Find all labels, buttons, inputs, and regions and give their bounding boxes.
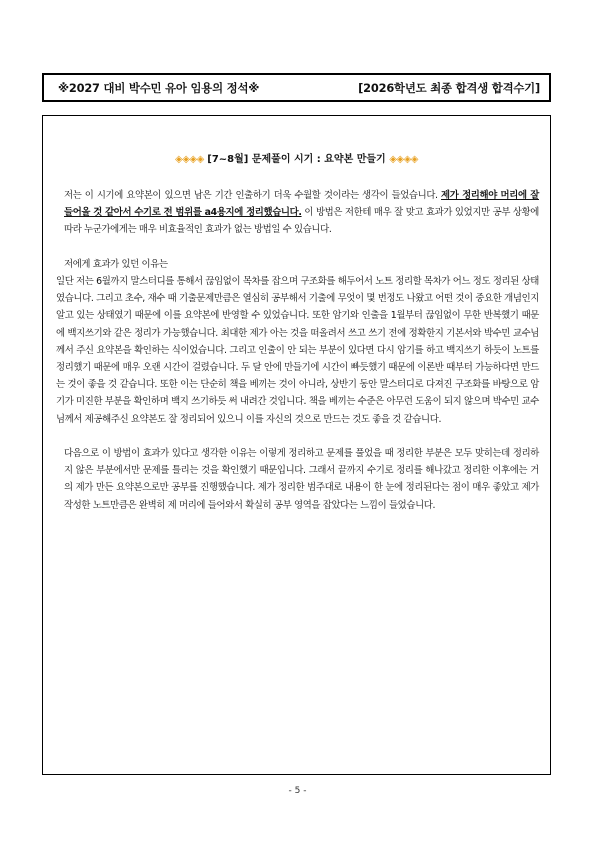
paragraph-2-body: 일단 저는 6월까지 말스터디를 통해서 끊임없이 목차를 잡으며 구조화를 해두어서 노트 정리할 목차가 어느 정도 정리된 상태였습니다. 그리고 초수, 재수 때 기출문제만큼은 열심히 공부해서 기출에 무엇이 몇 번정도 나왔고 어떤 것이 중요한 개념인지 알고 있는 상태였기 때문에 이를 요약본에 반영할 수 있었습니다. 또한 암기와 인출을 1월부터 끊임없이 무한 반복했기 때문에 백지쓰기와 같은 정리가 가능했습니다. 최대한 제가 아는 것을 떠올려서 쓰고 쓰기 전에 정확한지 기본서와 박수민 교수님께서 주신 요약본을 확인하는 식이었습니다. 그리고 인출이 안 되는 부분이 있다면 다시 암기를 하고 백지쓰기 하듯이 노트를 정리했기 때문에 매우 오랜 시간이 걸렸습니다. 두 달 안에 만들기에 시간이 빠듯했기 때문에 이론반 때부터 가능하다면 만드는 것이 좋을 것 같습니다. 또한 이는 단순히 책을 베끼는 것이 아니라, 상반기 동안 말스터디로 다져진 구조화를 바탕으로 암기가 미진한 부분을 확인하며 백지 쓰기하듯 써 내려간 것입니다. 책을 베끼는 수준은 아무런 도움이 되지 않으며 박수민 교수님께서 제공해주신 요약본도 잘 정리되어 있으니 이를 자신의 것으로 만드는 것도 좋을 것 같습니다. xyxy=(56,276,540,425)
paragraph-3: 다음으로 이 방법이 효과가 있다고 생각한 이유는 이렇게 정리하고 문제를 풀었을 때 정리한 부분은 모두 맞히는데 정리하지 않은 부분에서만 문제를 틀리는 것을 확인했기 때문입니다. 그래서 끝까지 수기로 정리를 해나갔고 정리한 이후에는 거의 제가 만든 요약본으로만 공부를 진행했습니다. 제가 정리한 범주대로 내용이 한 눈에 정리된다는 점이 매우 좋았고 제가 작성한 노트만큼은 완벽히 제 머리에 들어와서 확실히 공부 영역을 잡았다는 느낌이 들었습니다. xyxy=(64,448,539,511)
section-title-text: [7~8월] 문제풀이 시기 : 요약본 만들기 xyxy=(203,154,390,165)
paragraph-1-emphasis: 제가 정리해야 머리에 잘 들어올 것 같아서 수기로 전 범위를 a4용지에 정리했습니다. xyxy=(64,190,539,219)
body-text xyxy=(56,187,539,514)
page-number: - 5 - xyxy=(288,786,307,796)
paragraph-1-rest: 이 방법은 저한테 매우 잘 맞고 효과가 있었지만 공부 상황에 따라 누군가에게는 매우 비효율적인 효과가 없는 방법일 수 있습니다. xyxy=(64,207,539,236)
section-title xyxy=(43,150,550,165)
paragraph-1-intro: 저는 이 시기에 요약본이 있으면 남은 기간 인출하기 더욱 수월할 것이라는 생각이 들었습니다. xyxy=(64,190,438,201)
paragraph-2-heading: 저에게 효과가 있던 이유는 xyxy=(64,258,168,270)
diamond-left-icon: ◈◈◈◈ xyxy=(175,154,204,165)
header-title-right: [2026학년도 최종 합격생 합격수기] xyxy=(358,80,540,95)
paragraph-1 xyxy=(56,187,539,239)
diamond-right-icon: ◈◈◈◈ xyxy=(389,154,418,165)
document-header xyxy=(42,73,551,102)
paragraph-gap xyxy=(56,239,539,256)
paragraph-gap xyxy=(56,428,539,445)
content-frame xyxy=(42,115,551,775)
header-title-left: ※2027 대비 박수민 유아 임용의 정석※ xyxy=(58,80,260,95)
